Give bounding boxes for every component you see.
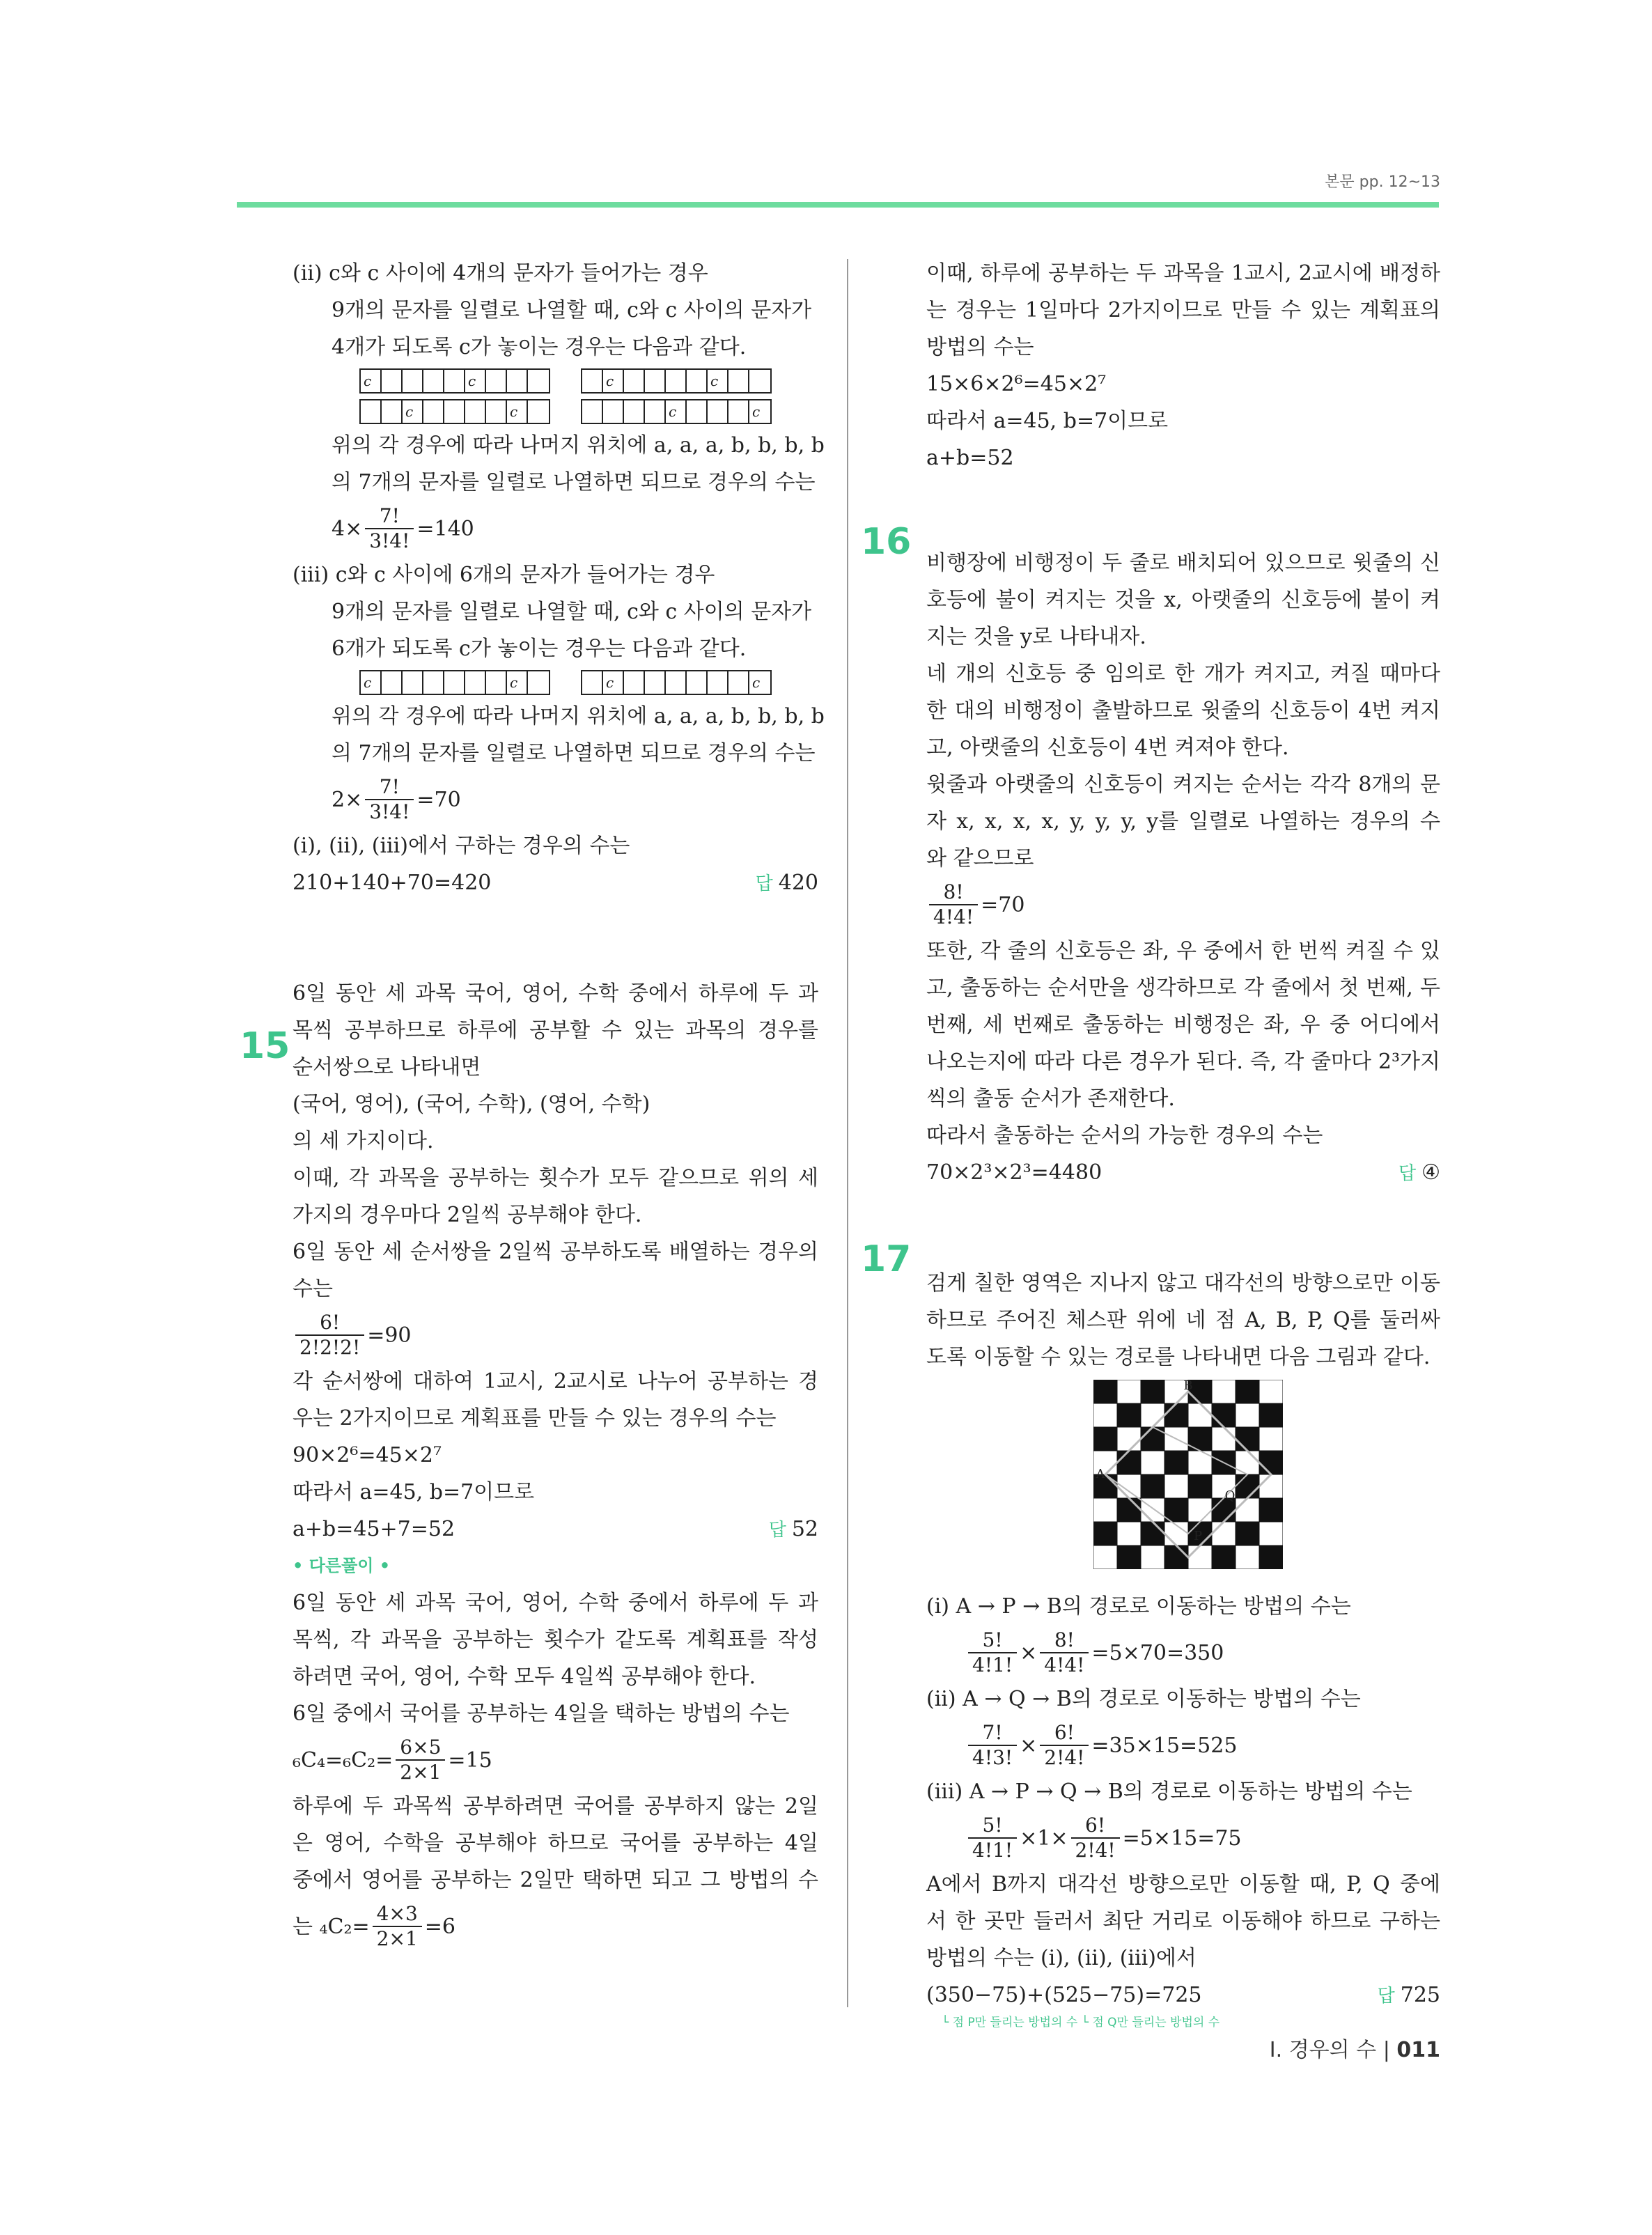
chessboard-cell: [1188, 1474, 1212, 1498]
text-line: 이때, 하루에 공부하는 두 과목을 1교시, 2교시에 배정하: [926, 261, 1440, 286]
text-line: 이때, 각 과목을 공부하는 횟수가 모두 같으므로 위의 세: [293, 1166, 818, 1190]
chessboard-cell: [1141, 1403, 1164, 1427]
letter-boxes: c c: [359, 399, 550, 424]
text-line: 목씩, 각 과목을 공부하는 횟수가 같도록 계획표를 작성: [293, 1628, 818, 1652]
page-number: 011: [1396, 2038, 1440, 2062]
chessboard-cell: [1188, 1545, 1212, 1569]
text-line: 검게 칠한 영역은 지나지 않고 대각선의 방향으로만 이동: [926, 1271, 1440, 1295]
letter-boxes: c c: [359, 670, 550, 695]
formula: $\frac{7!}{4!3!}$ × $\frac{6!}{2!4!}$ =35×15=525: [926, 1718, 1440, 1773]
alternative-solution-title: • 다른풀이 •: [293, 1556, 391, 1575]
answer: 답 725: [1377, 1983, 1440, 2007]
chessboard-cell: [1212, 1403, 1236, 1427]
text-line: 가지의 경우마다 2일씩 공부해야 한다.: [293, 1203, 642, 1227]
text-line: 나오는지에 따라 다른 경우가 된다. 즉, 각 줄마다 2³가지: [926, 1050, 1440, 1074]
letter-boxes: c c: [581, 368, 772, 394]
text-line: 자 x, x, x, x, y, y, y, y를 일렬로 나열하는 경우의 수: [926, 809, 1440, 834]
letter-boxes: c c: [359, 368, 550, 394]
text-line: 따라서 a=45, b=7이므로: [926, 409, 1169, 433]
chessboard-cell: [1188, 1498, 1212, 1522]
page-footer: [1270, 2032, 1440, 2063]
text-line: 의 7개의 문자를 일렬로 나열하면 되므로 경우의 수는: [332, 741, 816, 765]
chessboard-cell: [1259, 1451, 1283, 1474]
chessboard-cell: [1212, 1427, 1236, 1451]
text-line: (i), (ii), (iii)에서 구하는 경우의 수는: [293, 834, 630, 858]
text-line: 비행장에 비행정이 두 줄로 배치되어 있으므로 윗줄의 신: [926, 551, 1440, 575]
chessboard-cell: [1093, 1380, 1117, 1403]
text-line: 6일 동안 세 순서쌍을 2일씩 공부하도록 배열하는 경우의: [293, 1240, 818, 1264]
formula: $\frac{8!}{4!4!}$ =70: [926, 877, 1440, 933]
text-line: 방법의 수는: [926, 335, 1034, 359]
formula: 2× $\frac{7!}{3!4!}$ =70: [332, 775, 461, 823]
chessboard-cell: [1236, 1403, 1259, 1427]
text-line: 4개가 되도록 c가 놓이는 경우는 다음과 같다.: [332, 335, 747, 359]
chessboard-cell: [1141, 1545, 1164, 1569]
chessboard-cell: [1236, 1474, 1259, 1498]
letter-boxes: c c: [581, 670, 772, 695]
chessboard-cell: [1117, 1451, 1141, 1474]
formula: 는 ₄C₂= $\frac{4\times 3}{2\times 1}$ =6: [293, 1902, 455, 1950]
text-line: (i) A → P → B의 경로로 이동하는 방법의 수는: [926, 1594, 1351, 1619]
text-line: (iii) A → P → Q → B의 경로로 이동하는 방법의 수는: [926, 1780, 1412, 1804]
chessboard-cell: [1141, 1451, 1164, 1474]
chessboard-cell: [1259, 1427, 1283, 1451]
chessboard-cell: [1164, 1451, 1188, 1474]
formula: $\frac{5!}{4!1!}$ × $\frac{8!}{4!4!}$ =5×70=350: [926, 1625, 1440, 1681]
point-p-label: P: [1193, 1529, 1203, 1543]
chessboard-cell: [1236, 1498, 1259, 1522]
chessboard-cell: [1164, 1474, 1188, 1498]
text-line: 따라서 a=45, b=7이므로: [293, 1480, 535, 1504]
text-line: 의 7개의 문자를 일렬로 나열하면 되므로 경우의 수는: [332, 470, 816, 494]
letter-boxes-row: [293, 366, 818, 396]
chessboard-cell: [1259, 1498, 1283, 1522]
chessboard-cell: [1236, 1522, 1259, 1545]
chessboard-diagram: [1093, 1380, 1283, 1569]
answer: 답 420: [755, 871, 818, 895]
text-line: 씩의 출동 순서가 존재한다.: [926, 1087, 1175, 1111]
chessboard-cell: [1236, 1545, 1259, 1569]
point-a-label: A: [1096, 1467, 1105, 1481]
text-line: 중에서 영어를 공부하는 2일만 택하면 되고 그 방법의 수: [293, 1868, 818, 1892]
footer-separator: |: [1382, 2038, 1390, 2062]
text-line: 210+140+70=420 답 420: [293, 864, 818, 901]
chessboard-cell: [1093, 1427, 1117, 1451]
text-line: 번째, 세 번째로 출동하는 비행정은 좌, 우 중 어디에서: [926, 1013, 1440, 1037]
text-line: 또한, 각 줄의 신호등은 좌, 우 중에서 한 번씩 켜질 수 있: [926, 939, 1440, 963]
chessboard-cell: [1117, 1545, 1141, 1569]
text-line: (350−75)+(525−75)=725 답 725: [926, 1977, 1440, 2014]
chessboard-cell: [1259, 1474, 1283, 1498]
chessboard-cell: [1259, 1545, 1283, 1569]
chessboard-cell: [1141, 1474, 1164, 1498]
text-line: 네 개의 신호등 중 임의로 한 개가 켜지고, 켜질 때마다: [926, 662, 1440, 686]
text-line: 수는: [293, 1277, 333, 1301]
text-line: 윗줄과 아랫줄의 신호등이 켜지는 순서는 각각 8개의 문: [926, 772, 1440, 797]
text-line: 위의 각 경우에 따라 나머지 위치에 a, a, a, b, b, b, b: [332, 704, 825, 729]
formula: $\frac{5!}{4!1!}$ ×1× $\frac{6!}{2!4!}$ =5×15=75: [926, 1810, 1440, 1866]
letter-boxes-row: [293, 667, 818, 698]
chessboard-cell: [1093, 1403, 1117, 1427]
text-line: 90×2⁶=45×2⁷: [293, 1443, 442, 1467]
text-line: 는 경우는 1일마다 2가지이므로 만들 수 있는 계획표의: [926, 298, 1440, 322]
chessboard-cell: [1236, 1380, 1259, 1403]
chessboard-cell: [1117, 1380, 1141, 1403]
annotation-note: └ 점 P만 들리는 방법의 수 └ 점 Q만 들리는 방법의 수: [942, 2016, 1220, 2030]
chessboard-cell: [1259, 1522, 1283, 1545]
text-line: 6일 동안 세 과목 국어, 영어, 수학 중에서 하루에 두 과: [293, 981, 818, 1006]
chessboard-cell: [1117, 1498, 1141, 1522]
problem-number: 16: [861, 521, 912, 563]
letter-boxes: c c: [581, 399, 772, 424]
text-line: (iii) c와 c 사이에 6개의 문자가 들어가는 경우: [293, 563, 715, 587]
chessboard-cell: [1212, 1380, 1236, 1403]
answer: 답 ④: [1398, 1160, 1440, 1185]
text-line: 9개의 문자를 일렬로 나열할 때, c와 c 사이의 문자가: [332, 600, 812, 624]
text-line: 은 영어, 수학을 공부해야 하므로 국어를 공부하는 4일: [293, 1831, 818, 1855]
letter-boxes-row: [293, 396, 818, 427]
chessboard-cell: [1164, 1403, 1188, 1427]
text-line: 각 순서쌍에 대하여 1교시, 2교시로 나누어 공부하는 경: [293, 1369, 818, 1394]
chessboard-cell: [1141, 1380, 1164, 1403]
chapter-title: Ⅰ. 경우의 수: [1269, 2038, 1377, 2062]
problem-number: 17: [861, 1238, 912, 1280]
chessboard-cell: [1141, 1522, 1164, 1545]
chessboard-cell: [1164, 1545, 1188, 1569]
text-line: 순서쌍으로 나타내면: [293, 1055, 481, 1080]
right-column: [926, 255, 1440, 2032]
chessboard-cell: [1212, 1522, 1236, 1545]
text-line: 6개가 되도록 c가 놓이는 경우는 다음과 같다.: [332, 637, 747, 661]
text-line: a+b=52: [926, 446, 1014, 470]
text-line: 한 대의 비행정이 출발하므로 윗줄의 신호등이 4번 켜지: [926, 699, 1440, 723]
text-line: 하므로 주어진 체스판 위에 네 점 A, B, P, Q를 둘러싸: [926, 1308, 1440, 1332]
text-line: 우는 2가지이므로 계획표를 만들 수 있는 경우의 수는: [293, 1406, 777, 1431]
formula: $\frac{6!}{2!2!2!}$ =90: [293, 1307, 818, 1363]
text-line: 호등에 불이 켜지는 것을 x, 아랫줄의 신호등에 불이 켜: [926, 588, 1440, 612]
text-line: 목씩 공부하므로 하루에 공부할 수 있는 과목의 경우를: [293, 1018, 818, 1043]
text-line: (ii) A → Q → B의 경로로 이동하는 방법의 수는: [926, 1687, 1361, 1711]
chessboard-cell: [1117, 1427, 1141, 1451]
chessboard-cell: [1259, 1403, 1283, 1427]
answer: 답 52: [768, 1517, 818, 1541]
header-rule: [237, 202, 1439, 208]
text-line: 15×6×2⁶=45×2⁷: [926, 372, 1107, 396]
chessboard-cell: [1093, 1498, 1117, 1522]
chessboard-cell: [1236, 1427, 1259, 1451]
text-line: 하루에 두 과목씩 공부하려면 국어를 공부하지 않는 2일: [293, 1794, 818, 1819]
text-line: 서 한 곳만 들러서 최단 거리로 이동해야 하므로 구하는: [926, 1909, 1440, 1933]
text-line: (국어, 영어), (국어, 수학), (영어, 수학): [293, 1092, 650, 1116]
column-divider: [847, 259, 848, 2007]
left-column: [293, 255, 825, 1954]
text-line: 지는 것을 y로 나타내자.: [926, 625, 1146, 649]
point-q-label: Q: [1224, 1488, 1236, 1503]
chessboard-cell: [1259, 1380, 1283, 1403]
problem-number: 15: [240, 1025, 290, 1067]
text-line: 고, 출동하는 순서만을 생각하므로 각 줄에서 첫 번째, 두: [926, 976, 1440, 1000]
chessboard-cell: [1164, 1498, 1188, 1522]
text-line: A에서 B까지 대각선 방향으로만 이동할 때, P, Q 중에: [926, 1872, 1440, 1897]
point-b-label: B: [1183, 1380, 1193, 1393]
text-line: 따라서 출동하는 순서의 가능한 경우의 수는: [926, 1123, 1323, 1148]
chessboard-cell: [1093, 1522, 1117, 1545]
text-line: 방법의 수는 (i), (ii), (iii)에서: [926, 1946, 1197, 1970]
text-line: a+b=45+7=52 답 52: [293, 1511, 818, 1548]
text-line: 70×2³×2³=4480 답 ④: [926, 1154, 1440, 1191]
text-line: 6일 동안 세 과목 국어, 영어, 수학 중에서 하루에 두 과: [293, 1591, 818, 1615]
formula: ₆C₄=₆C₂= $\frac{6\times 5}{2\times 1}$ =15: [293, 1736, 492, 1784]
text-line: 와 같으므로: [926, 846, 1034, 871]
page-reference: 본문 pp. 12~13: [1325, 173, 1440, 191]
chessboard-cell: [1212, 1545, 1236, 1569]
text-line: 도록 이동할 수 있는 경로를 나타내면 다음 그림과 같다.: [926, 1345, 1431, 1369]
chessboard-cell: [1117, 1403, 1141, 1427]
text-line: 6일 중에서 국어를 공부하는 4일을 택하는 방법의 수는: [293, 1701, 790, 1726]
chessboard-cell: [1188, 1403, 1212, 1427]
text-line: 9개의 문자를 일렬로 나열할 때, c와 c 사이의 문자가: [332, 298, 812, 322]
text-line: (ii) c와 c 사이에 4개의 문자가 들어가는 경우: [293, 261, 708, 286]
chessboard-cell: [1093, 1545, 1117, 1569]
text-line: 위의 각 경우에 따라 나머지 위치에 a, a, a, b, b, b, b: [332, 433, 825, 458]
text-line: 고, 아랫줄의 신호등이 4번 켜져야 한다.: [926, 735, 1289, 760]
text-line: 하려면 국어, 영어, 수학 모두 4일씩 공부해야 한다.: [293, 1665, 756, 1689]
chessboard-cell: [1117, 1522, 1141, 1545]
text-line: 의 세 가지이다.: [293, 1129, 434, 1153]
formula: 4× $\frac{7!}{3!4!}$ =140: [332, 504, 474, 552]
